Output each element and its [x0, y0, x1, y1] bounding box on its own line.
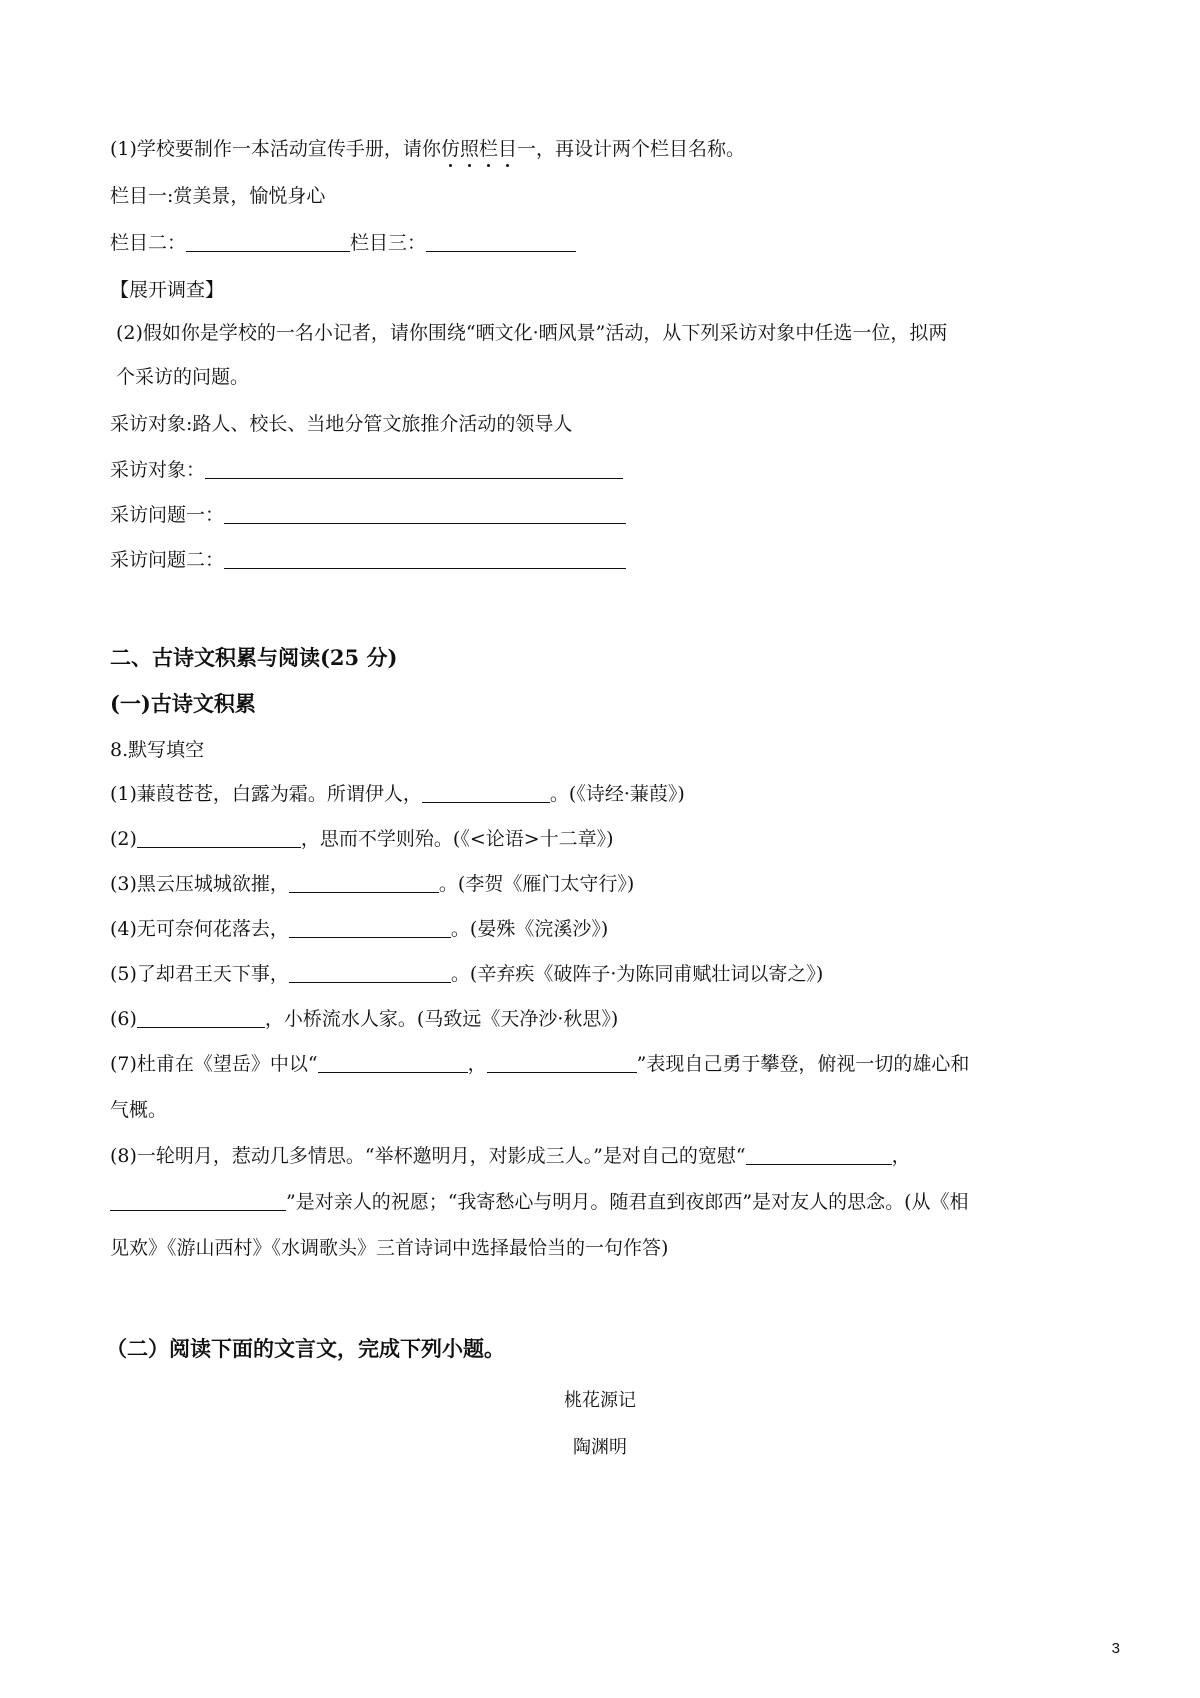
question-2-line-2: 个采访的问题。 — [116, 366, 250, 388]
fill-item-5-source: 。(辛弃疾《破阵子·为陈同甫赋壮词以寄之》) — [450, 963, 824, 985]
fill-item-8-text: (8)一轮明月，惹动几多情思。“举杯邀明月，对影成三人。”是对自己的宽慰“ — [110, 1145, 746, 1167]
question-2-label: 采访问题二： — [110, 549, 225, 571]
passage-title: 桃花源记 — [564, 1390, 636, 1411]
fill-item-7-rest: ”表现自己勇于攀登，俯视一切的雄心和 — [636, 1053, 970, 1075]
fill-item-2 — [110, 826, 614, 852]
page-number: 3 — [1111, 1640, 1120, 1657]
interview-question-2-blank[interactable] — [224, 548, 626, 569]
fill-item-2-source: ，思而不学则殆。(《<论语>十二章》) — [300, 828, 614, 850]
question-1-pre: (1)学校要制作一本活动宣传手册，请你 — [110, 138, 441, 160]
interview-question-1-blank[interactable] — [224, 503, 626, 524]
fill-item-3-blank[interactable] — [289, 872, 439, 893]
column-1-example: 栏目一:赏美景，愉悦身心 — [110, 185, 326, 207]
fill-item-5-blank[interactable] — [289, 962, 451, 983]
fill-item-8-line-2 — [110, 1189, 969, 1215]
column-2-blank[interactable] — [186, 231, 350, 252]
fill-item-7-blank-2[interactable] — [487, 1052, 637, 1073]
question-1-label: 采访问题一： — [110, 504, 225, 526]
fill-item-3-source: 。(李贺《雁门太守行》) — [438, 873, 635, 895]
fill-item-7-comma: ， — [467, 1053, 487, 1075]
question-1 — [110, 136, 745, 162]
question-1-post: 一，再设计两个栏目名称。 — [516, 138, 745, 160]
fill-item-7-text: (7)杜甫在《望岳》中以“ — [110, 1053, 318, 1075]
section-heading: 二、古诗文积累与阅读(25 分) — [110, 645, 398, 670]
fill-item-3-text: (3)黑云压城城欲摧， — [110, 873, 289, 895]
fill-item-8-line-3: 见欢》《游山西村》《水调歌头》三首诗词中选择最恰当的一句作答) — [110, 1237, 669, 1259]
emphasis-char: 栏 — [478, 138, 498, 160]
fill-item-8-rest: ”是对亲人的祝愿；“我寄愁心与明月。随君直到夜郎西”是对友人的思念。(从《相 — [286, 1191, 969, 1213]
column-answer-line — [110, 230, 576, 256]
fill-item-8-comma: ， — [891, 1145, 911, 1167]
column-2-label: 栏目二： — [110, 232, 187, 254]
emphasis-char: 照 — [459, 138, 479, 160]
fill-item-8-blank-2[interactable] — [110, 1190, 286, 1211]
fill-item-2-blank[interactable] — [137, 827, 301, 848]
fill-item-8 — [110, 1143, 911, 1169]
fill-item-7-line-2: 气概。 — [110, 1099, 168, 1121]
fill-item-5-text: (5)了却君王天下事， — [110, 963, 289, 985]
question-8-title: 8.默写填空 — [110, 739, 205, 761]
interviewee-options: 采访对象:路人、校长、当地分管文旅推介活动的领导人 — [110, 413, 573, 435]
fill-item-1-text: (1)蒹葭苍苍，白露为霜。所谓伊人， — [110, 783, 422, 805]
fill-item-4-text: (4)无可奈何花落去， — [110, 918, 289, 940]
section-tag: 【展开调查】 — [110, 279, 225, 301]
subsection-heading-1: (一)古诗文积累 — [110, 691, 256, 716]
column-3-blank[interactable] — [426, 231, 576, 252]
question-2-line-1: (2)假如你是学校的一名小记者，请你围绕“晒文化·晒风景”活动，从下列采访对象中任选一位，拟两 — [116, 322, 948, 344]
fill-item-3 — [110, 871, 634, 897]
emphasis-char: 仿 — [440, 138, 460, 160]
interview-question-2 — [110, 547, 626, 573]
fill-item-1-source: 。(《诗经·蒹葭》) — [549, 783, 685, 805]
fill-item-6 — [110, 1006, 618, 1032]
subsection-heading-2: （二）阅读下面的文言文，完成下列小题。 — [106, 1336, 505, 1361]
column-3-label: 栏目三： — [350, 232, 427, 254]
fill-item-4 — [110, 916, 608, 942]
fill-item-1 — [110, 781, 685, 807]
fill-item-5 — [110, 961, 823, 987]
fill-item-2-text: (2) — [110, 828, 137, 850]
interviewee-answer — [110, 457, 623, 483]
fill-item-4-blank[interactable] — [289, 917, 451, 938]
fill-item-7 — [110, 1051, 969, 1077]
interviewee-label: 采访对象： — [110, 459, 206, 481]
fill-item-4-source: 。(晏殊《浣溪沙》) — [450, 918, 609, 940]
interviewee-blank[interactable] — [205, 458, 623, 479]
fill-item-6-text: (6) — [110, 1008, 137, 1030]
fill-item-1-blank[interactable] — [422, 782, 550, 803]
passage-author: 陶渊明 — [573, 1437, 627, 1458]
fill-item-6-blank[interactable] — [137, 1007, 265, 1028]
fill-item-6-source: ，小桥流水人家。(马致远《天净沙·秋思》) — [264, 1008, 619, 1030]
emphasis-char: 目 — [497, 138, 517, 160]
interview-question-1 — [110, 502, 626, 528]
fill-item-7-blank-1[interactable] — [318, 1052, 468, 1073]
fill-item-8-blank-1[interactable] — [746, 1144, 892, 1165]
